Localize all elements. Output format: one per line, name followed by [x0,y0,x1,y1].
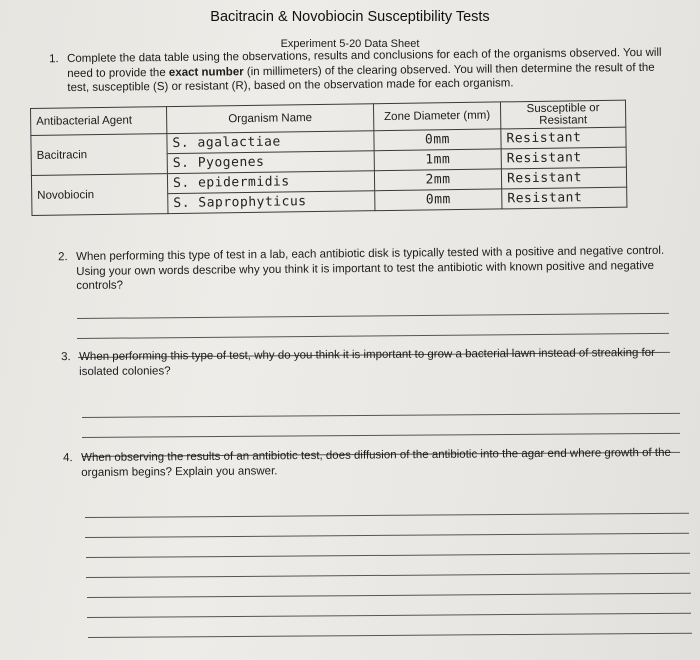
header-organism: Organism Name [166,104,373,134]
question-text: Complete the data table using the observations, results and conclusions for each of the organisms observed. You will need to provide the exact number (in millimeters) of the clearing observed. You will then determine the result of the test, susceptible (S) or resistant (R), based on the observation made for each organism. [67,46,662,94]
result-cell[interactable]: Resistant [501,167,626,189]
agent-cell-novobiocin: Novobiocin [31,174,168,216]
answer-line[interactable] [86,573,690,578]
question-text: When performing this type of test, why do you think it is important to grow a bacterial lawn instead of streaking for isolated colonies? [79,346,655,378]
question-number: 1. [49,53,59,66]
result-cell[interactable]: Resistant [502,187,627,209]
question-number: 4. [63,452,73,465]
zone-cell[interactable]: 1mm [374,149,501,171]
answer-line[interactable] [77,313,669,319]
organism-cell[interactable]: S. Saprophyticus [168,191,375,214]
header-zone: Zone Diameter (mm) [373,102,500,131]
header-agent: Antibacterial Agent [31,107,167,136]
question-text: When observing the results of an antibiotic test, does diffusion of the antibiotic into the agar end where growth of the organism begins? Explain you answer. [81,446,671,479]
agent-cell-bacitracin: Bacitracin [31,134,168,176]
answer-line[interactable] [85,513,689,518]
answer-line[interactable] [82,413,680,418]
question-number: 2. [58,251,68,264]
result-cell[interactable]: Resistant [501,147,626,169]
answer-line[interactable] [88,633,692,638]
result-cell[interactable]: Resistant [501,127,626,149]
question-3 [61,346,689,379]
question-4 [63,446,691,480]
answer-line[interactable] [77,333,669,339]
organism-cell[interactable]: S. Pyogenes [167,151,374,174]
bold-emphasis: exact number [168,65,244,79]
answer-line[interactable] [85,533,689,538]
question-2 [58,244,676,294]
header-result: Susceptible or Resistant [500,100,625,129]
answer-line[interactable] [87,613,691,618]
data-table [30,100,627,216]
organism-cell[interactable]: S. epidermidis [167,171,374,194]
zone-cell[interactable]: 0mm [374,129,501,151]
zone-cell[interactable]: 0mm [375,189,502,211]
answer-line[interactable] [82,433,680,438]
question-number: 3. [61,351,71,364]
answer-line[interactable] [86,553,690,558]
question-1 [49,46,667,96]
organism-cell[interactable]: S. agalactiae [167,131,374,154]
answer-line[interactable] [87,593,691,598]
sheet-subtitle: Experiment 5-20 Data Sheet [280,38,420,50]
question-text: When performing this type of test in a lab, each antibiotic disk is typically tested with a positive and negative control. Using your own words describe why you think it is important to test the antibiotic with known positive and negative controls? [76,244,665,292]
zone-cell[interactable]: 2mm [374,169,501,191]
sheet-title: Bacitracin & Novobiocin Susceptibility Tests [210,9,490,25]
